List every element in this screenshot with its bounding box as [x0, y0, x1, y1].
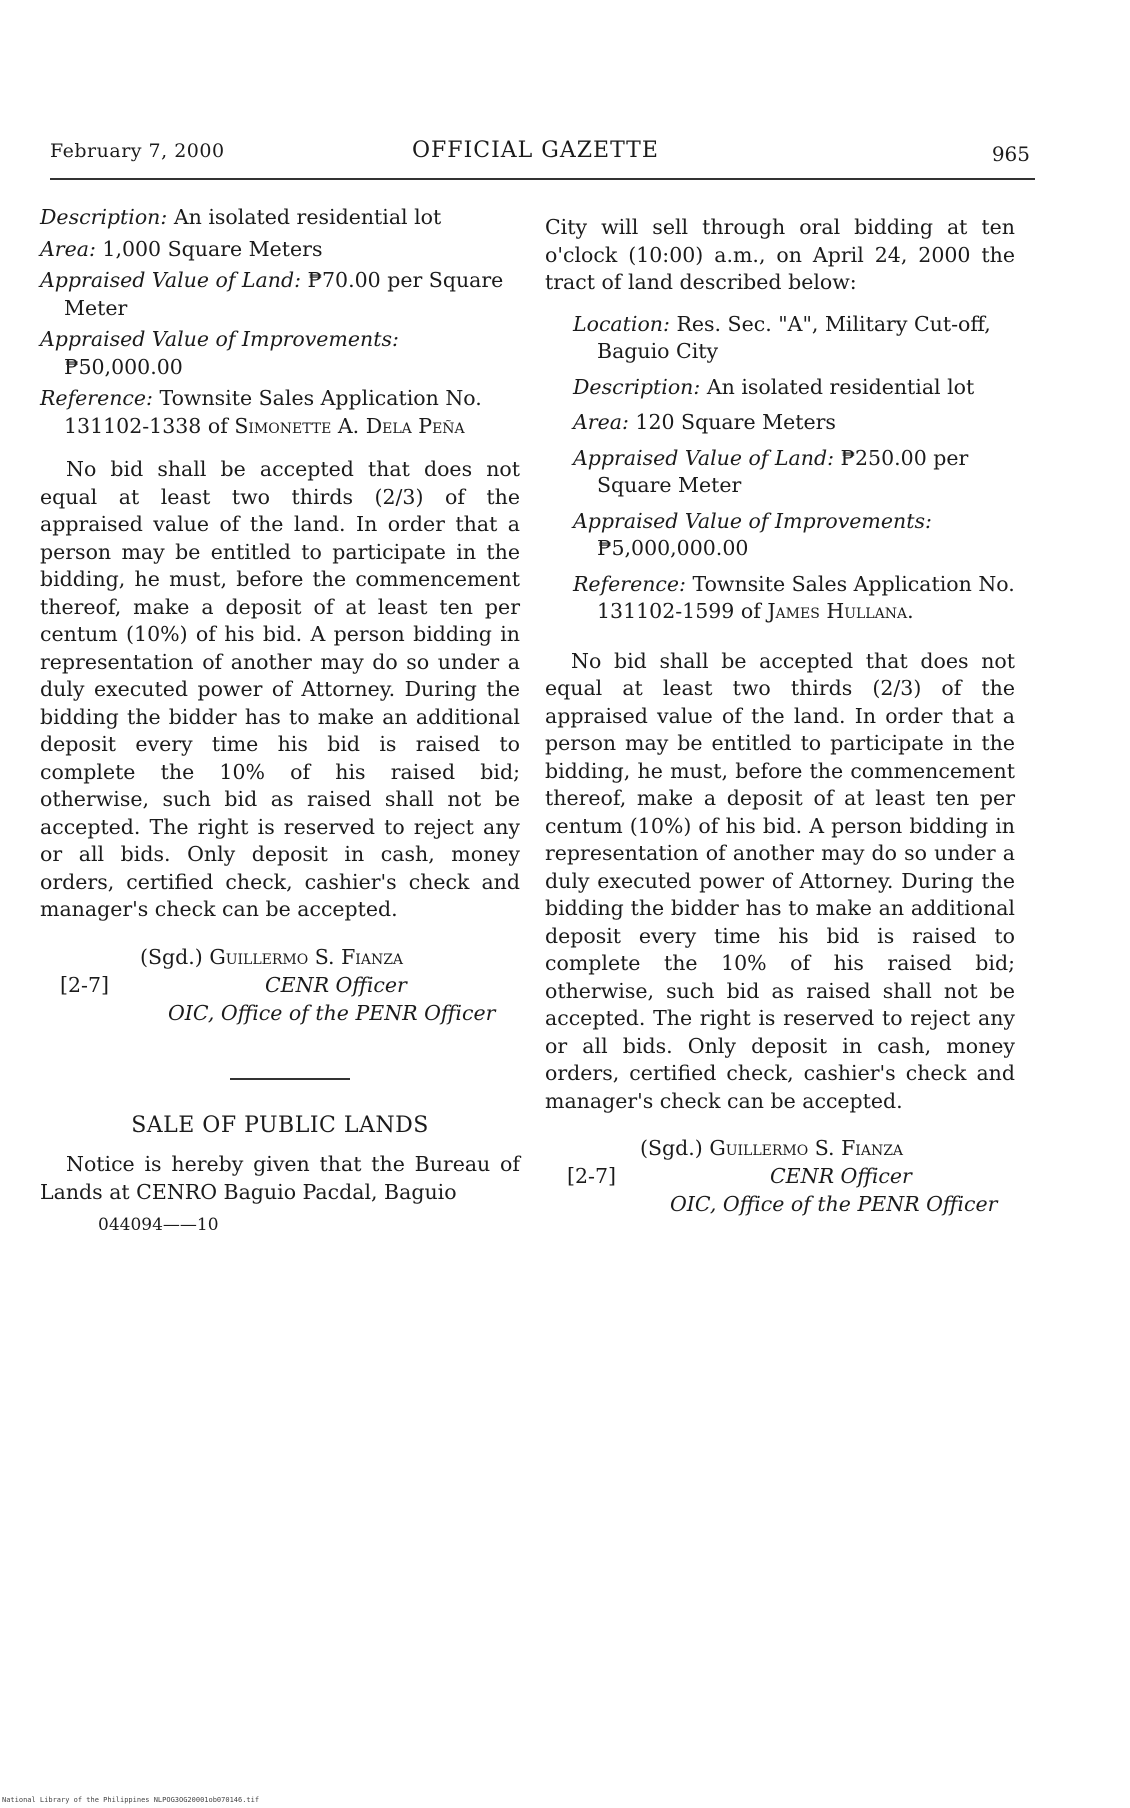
lot-details [545, 311, 1015, 626]
signatory-office: OIC, Office of the PENR Officer [670, 1192, 998, 1216]
issue-code: [2-7] [60, 972, 110, 997]
bid-conditions-paragraph: No bid shall be accepted that does not equal at least two thirds (2/3) of the appraised value of the land. In order that a person may be entitled to participate in the bidding, he must, before the commencement thereof, make a deposit of at least ten per centum (10%) of his bid. A person bidding in representation of another may do so under a duly executed power of Attorney. During the bidding the bidder has to make an additional deposit every time his bid is raised to complete the 10% of his raised bid; otherwise, such bid as raised shall not be accepted. The right is reserved to reject any or all bids. Only deposit in cash, money orders, certified check, cashier's check and manager's check can be accepted. [40, 457, 520, 921]
signature-block [40, 944, 520, 1044]
improvements-value [40, 326, 520, 381]
entry-label: Area: [40, 236, 96, 261]
sgd-mark: (Sgd.) [140, 944, 203, 969]
improvements-value [573, 508, 1015, 563]
bid-conditions-paragraph: No bid shall be accepted that does not equal at least two thirds (2/3) of the appraised value of the land. In order that a person may be entitled to participate in the bidding, he must, before the commencement thereof, make a deposit of at least ten per centum (10%) of his bid. A person bidding in representation of another may do so under a duly executed power of Attorney. During the bidding the bidder has to make an additional deposit every time his bid is raised to complete the 10% of his raised bid; otherwise, such bid as raised shall not be accepted. The right is reserved to reject any or all bids. Only deposit in cash, money orders, certified check, cashier's check and manager's check can be accepted. [545, 648, 1015, 1113]
entry-label: Location: [573, 311, 670, 336]
lot-description [40, 204, 520, 232]
signatory-name: Guillermo S. Fianza [709, 1136, 904, 1160]
lot-reference [573, 571, 1015, 626]
left-column [40, 204, 520, 1240]
signatory-line [140, 944, 403, 972]
entry-value: ₱70.00 per Square Meter [64, 268, 504, 320]
entry-label: Appraised Value of Land: [573, 445, 834, 470]
print-code: 044094——10 [98, 1215, 219, 1235]
entry-label: Description: [40, 205, 168, 229]
entry-label: Reference: [40, 386, 153, 410]
entry-value: 1,000 Square Meters [102, 236, 323, 261]
sale-intro: City will sell through oral bidding at ten o'clock (10:00) a.m., on April 24, 2000 the tract of land described below: [545, 215, 1015, 294]
signatory-line [640, 1135, 903, 1163]
entry-label: Area: [573, 410, 629, 434]
page-header [50, 140, 1030, 180]
entry-value: An isolated residential lot [173, 205, 442, 229]
section-divider [230, 1078, 350, 1080]
entry-value: Res. Sec. "A", Military Cut-off, Baguio City [597, 311, 991, 363]
applicant-name: James Hullana. [767, 599, 914, 623]
scan-imprint: National Library of the Philippines NLPOG3OG20001ob070146.tif [2, 1796, 260, 1804]
lot-area [573, 409, 1015, 437]
land-value [40, 267, 520, 322]
signature-block [545, 1135, 1015, 1235]
entry-label: Description: [573, 374, 701, 399]
entry-label: Appraised Value of Improvements: [40, 327, 399, 351]
issue-date: February 7, 2000 [50, 140, 225, 162]
signatory-title: CENR Officer [770, 1164, 912, 1188]
entry-value: 120 Square Meters [635, 410, 836, 434]
notice-paragraph: Notice is hereby given that the Bureau of Lands at CENRO Baguio Pacdal, Baguio [40, 1152, 520, 1204]
entry-value: ₱5,000,000.00 [597, 536, 749, 560]
page-number: 965 [991, 142, 1030, 166]
signatory-office: OIC, Office of the PENR Officer [168, 1000, 496, 1025]
entry-value: Townsite Sales Application No. 131102-1599 of [597, 571, 1015, 623]
land-value [573, 445, 1015, 500]
signatory-title: CENR Officer [265, 972, 407, 997]
sgd-mark: (Sgd.) [640, 1136, 703, 1160]
applicant-name: Simonette A. Dela Peña [234, 413, 465, 438]
right-column [545, 214, 1015, 1235]
entry-value: ₱250.00 per Square Meter [597, 445, 969, 497]
header-rule [50, 178, 1035, 180]
entry-value: An isolated residential lot [706, 374, 975, 399]
lot-area [40, 236, 520, 264]
lot-reference [40, 385, 520, 440]
lot-description [573, 374, 1015, 402]
section-title: SALE OF PUBLIC LANDS [131, 1112, 429, 1138]
lot-location [573, 311, 1015, 366]
entry-label: Appraised Value of Improvements: [573, 508, 932, 533]
entry-label: Appraised Value of Land: [40, 268, 301, 292]
publication-title: OFFICIAL GAZETTE [412, 138, 659, 163]
issue-code: [2-7] [567, 1164, 617, 1188]
entry-value: Townsite Sales Application No. 131102-1338 of [64, 386, 482, 438]
entry-label: Reference: [573, 571, 686, 596]
signatory-name: Guillermo S. Fianza [209, 944, 404, 969]
entry-value: ₱50,000.00 [64, 354, 183, 379]
